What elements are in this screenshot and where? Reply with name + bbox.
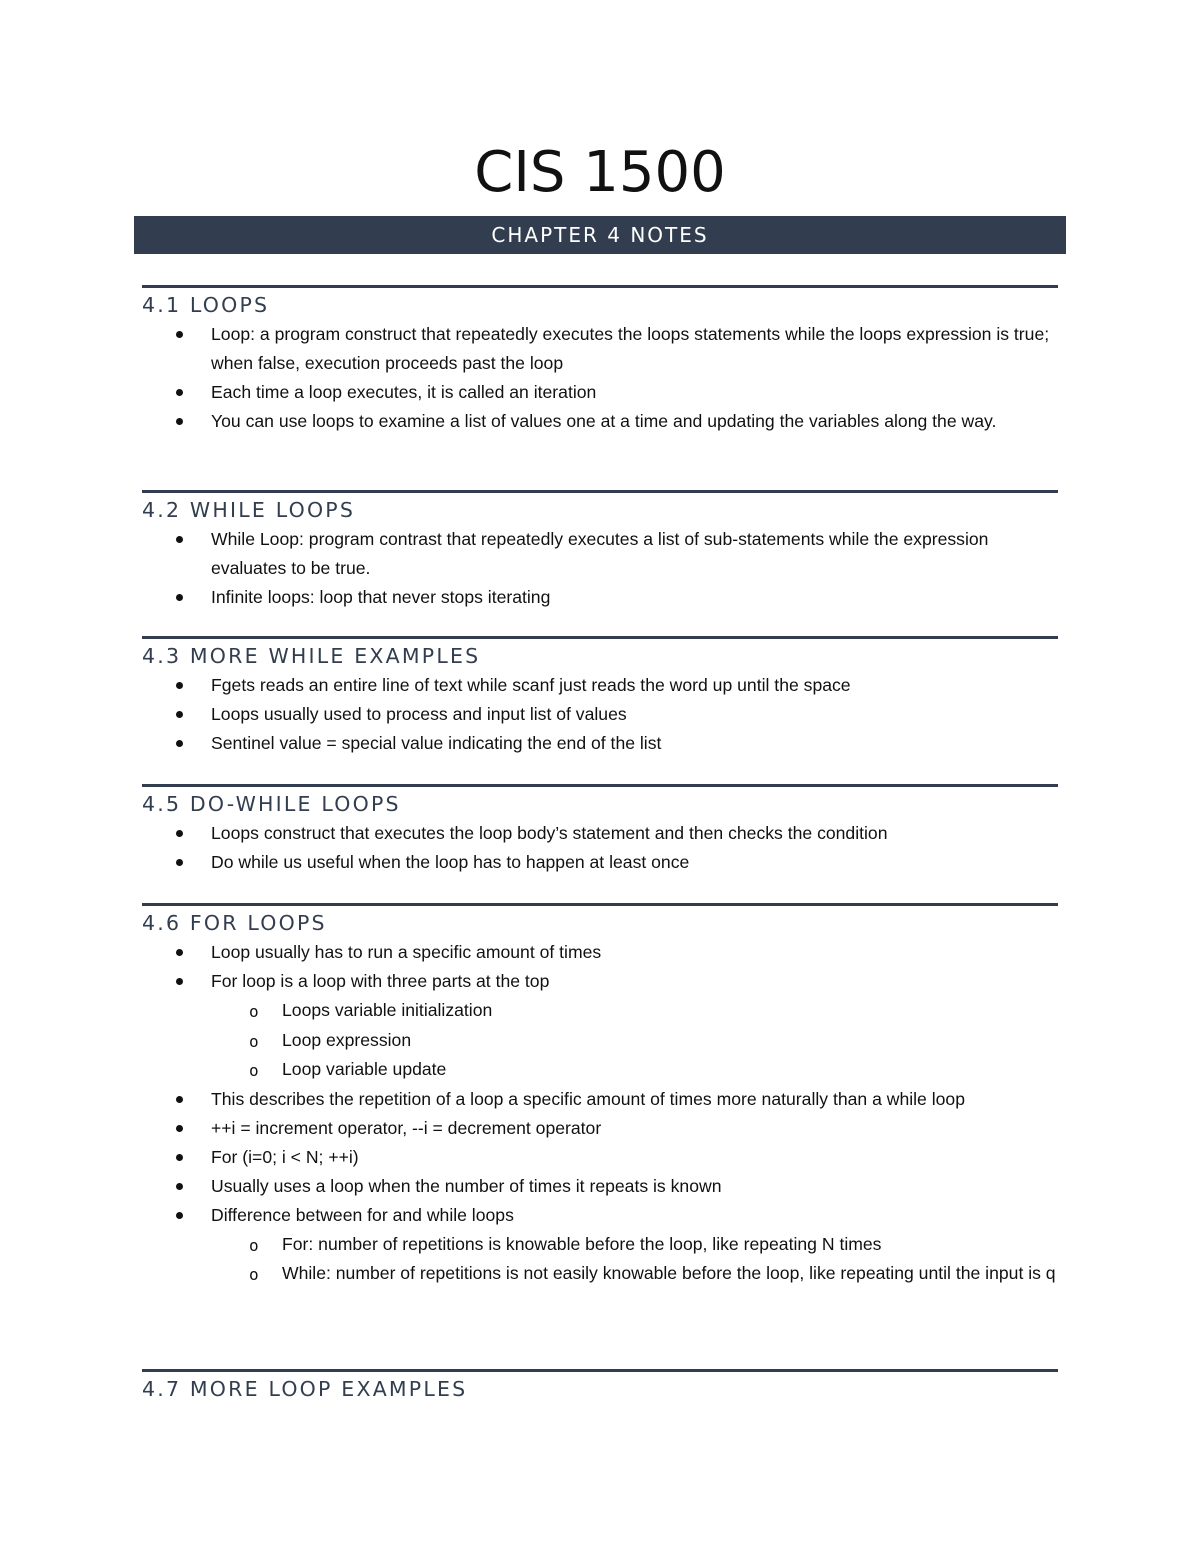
section-divider [142,636,1058,639]
sub-list-item-text: While: number of repetitions is not easily knowable before the loop, like repeating until the input is q [282,1263,1056,1283]
chapter-subtitle-bar: CHAPTER 4 NOTES [134,216,1066,254]
bullet-icon [176,418,183,425]
sub-list-item-text: For: number of repetitions is knowable before the loop, like repeating N times [282,1233,882,1254]
list-item-text: Do while us useful when the loop has to happen at least once [211,852,690,872]
list-item [142,378,1058,407]
list-item [142,729,1058,758]
list-item [142,671,1058,700]
sub-bullet-icon: o [249,1235,259,1255]
sub-list-item [211,1055,1058,1085]
bullet-icon [176,978,183,985]
section-4-6 [142,903,1058,1289]
bullet-icon [176,536,183,543]
sub-list-item [211,1259,1058,1289]
bullet-list [142,938,1058,1289]
bullet-icon [176,1183,183,1190]
sub-list-item-text: Loop variable update [282,1059,447,1079]
list-item [142,938,1058,967]
bullet-icon [176,740,183,747]
section-divider [142,784,1058,787]
bullet-icon [176,1096,183,1103]
list-item-text: For loop is a loop with three parts at the top [211,971,550,991]
list-item [142,967,1058,1085]
list-item-text: ++i = increment operator, --i = decrement operator [211,1117,602,1138]
section-4-1 [142,285,1058,436]
sub-bullet-icon: o [249,1265,259,1284]
list-item [142,407,1058,436]
list-item-text: Loops usually used to process and input list of values [211,704,627,724]
list-item [142,819,1058,848]
bullet-icon [176,859,183,866]
list-item-text: For (i=0; i < N; ++i) [211,1146,359,1167]
bullet-list [142,320,1058,436]
section-heading: 4.7 MORE LOOP EXAMPLES [142,1377,468,1401]
list-item [142,1201,1058,1289]
list-item-text: While Loop: program contrast that repeatedly executes a list of sub-statements while the expression evaluates to be true. [211,529,989,578]
sub-bullet-icon: o [249,1002,259,1021]
list-item-text: Loop: a program construct that repeatedly executes the loops statements while the loops expression is true; when false, execution proceeds past the loop [211,324,1050,373]
list-item-text: Each time a loop executes, it is called an iteration [211,382,597,402]
sub-bullet-list [211,996,1058,1085]
list-item-text: Loop usually has to run a specific amount of times [211,942,602,962]
bullet-icon [176,711,183,718]
bullet-icon [176,830,183,837]
section-heading: 4.5 DO-WHILE LOOPS [142,792,401,816]
bullet-icon [176,1125,183,1132]
section-divider [142,1369,1058,1372]
sub-list-item [211,996,1058,1026]
list-item [142,1143,1058,1172]
list-item-text: You can use loops to examine a list of values one at a time and updating the variables along the way. [211,411,997,431]
list-item [142,848,1058,877]
list-item-text: Usually uses a loop when the number of times it repeats is known [211,1175,722,1196]
sub-list-item [211,1026,1058,1056]
section-heading: 4.6 FOR LOOPS [142,911,327,935]
list-item [142,1085,1058,1114]
section-4-7 [142,1369,1058,1404]
sub-list-item-text: Loops variable initialization [282,1000,493,1020]
list-item [142,320,1058,378]
section-divider [142,490,1058,493]
section-4-3 [142,636,1058,758]
section-divider [142,903,1058,906]
list-item-text: Loops construct that executes the loop body’s statement and then checks the condition [211,823,888,843]
bullet-icon [176,594,183,601]
bullet-list [142,819,1058,877]
list-item-text: Infinite loops: loop that never stops iterating [211,587,551,607]
list-item [142,583,1058,612]
section-divider [142,285,1058,288]
bullet-icon [176,331,183,338]
list-item-text: Difference between for and while loops [211,1204,514,1225]
section-4-2 [142,490,1058,612]
sub-bullet-icon: o [249,1061,259,1080]
bullet-icon [176,949,183,956]
section-heading: 4.1 LOOPS [142,293,270,317]
bullet-icon [176,682,183,689]
sub-bullet-list [211,1230,1058,1289]
section-heading: 4.2 WHILE LOOPS [142,498,356,522]
list-item-text: This describes the repetition of a loop a specific amount of times more naturally than a while loop [211,1088,965,1109]
list-item [142,525,1058,583]
list-item-text: Sentinel value = special value indicating the end of the list [211,733,662,753]
sub-list-item-text: Loop expression [282,1029,412,1050]
list-item [142,1114,1058,1143]
bullet-icon [176,389,183,396]
document-title: CIS 1500 [474,140,726,205]
bullet-list [142,671,1058,758]
bullet-icon [176,1154,183,1161]
section-heading: 4.3 MORE WHILE EXAMPLES [142,644,481,668]
list-item [142,700,1058,729]
sub-bullet-icon: o [249,1031,259,1051]
list-item-text: Fgets reads an entire line of text while scanf just reads the word up until the space [211,675,851,695]
bullet-icon [176,1212,183,1219]
list-item [142,1172,1058,1201]
sub-list-item [211,1230,1058,1260]
bullet-list [142,525,1058,612]
section-4-5 [142,784,1058,877]
